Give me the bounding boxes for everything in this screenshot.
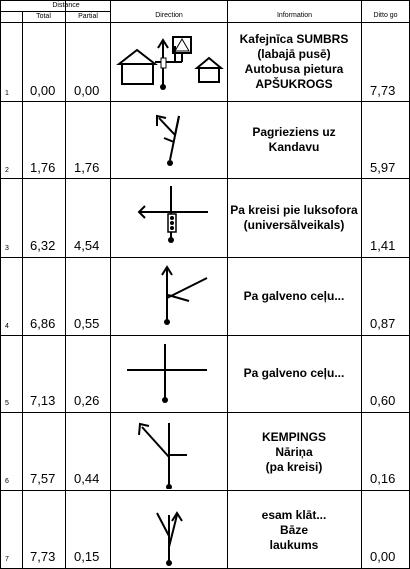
row-number: 3: [5, 245, 9, 252]
ditto-distance: 5,97: [370, 160, 396, 175]
total-distance: 0,00: [30, 83, 56, 98]
ditto-distance: 0,60: [370, 393, 396, 408]
total-distance: 7,57: [30, 471, 56, 486]
left-branch-icon: [111, 413, 227, 489]
total-distance: 1,76: [30, 160, 56, 175]
row-number: 1: [5, 90, 9, 97]
ditto-distance: 1,41: [370, 238, 396, 253]
header-ditto-go: Ditto go: [373, 12, 398, 19]
partial-distance: 0,00: [74, 83, 100, 98]
total-distance: 7,73: [30, 549, 56, 564]
total-distance: 6,86: [30, 316, 56, 331]
info-text: Pa kreisi pie luksofora (universālveikals): [230, 203, 358, 232]
main-road-right-branch-icon: [111, 258, 227, 334]
header-direction: Direction: [155, 12, 183, 19]
traffic-light-left-icon: [111, 180, 227, 256]
row-number: 7: [5, 556, 9, 563]
header-partial: Partial: [78, 13, 98, 20]
partial-distance: 0,26: [74, 393, 100, 408]
info-text: Pa galveno ceļu...: [243, 289, 345, 303]
header-information: Information: [276, 12, 313, 19]
info-text: Kafejnīca SUMBRS (labajā pusē) Autobusa pietura APŠUKROGS: [239, 32, 349, 91]
turn-left-fork-icon: [111, 102, 227, 178]
row-number: 6: [5, 478, 9, 485]
ditto-distance: 0,16: [370, 471, 396, 486]
ditto-distance: 0,87: [370, 316, 396, 331]
info-text: KEMPINGS Nāriņa (pa kreisi): [261, 430, 326, 474]
total-distance: 6,32: [30, 238, 56, 253]
partial-distance: 4,54: [74, 238, 100, 253]
header-total: Total: [36, 13, 51, 20]
crossroads-straight-icon: [111, 336, 227, 412]
partial-distance: 0,55: [74, 316, 100, 331]
total-distance: 7,13: [30, 393, 56, 408]
info-text: Pagrieziens uz Kandavu: [252, 125, 336, 154]
partial-distance: 0,44: [74, 471, 100, 486]
row-number: 4: [5, 323, 9, 330]
fork-arrival-icon: [111, 491, 227, 567]
partial-distance: 0,15: [74, 549, 100, 564]
info-text: esam klāt... Bāze laukums: [261, 508, 327, 552]
ditto-distance: 7,73: [370, 83, 396, 98]
ditto-distance: 0,00: [370, 549, 396, 564]
row-number: 2: [5, 167, 9, 174]
header-distance: Distance: [52, 2, 80, 9]
row-number: 5: [5, 400, 9, 407]
info-text: Pa galveno ceļu...: [243, 366, 345, 380]
buildings-with-sign-icon: [111, 24, 227, 100]
partial-distance: 1,76: [74, 160, 100, 175]
